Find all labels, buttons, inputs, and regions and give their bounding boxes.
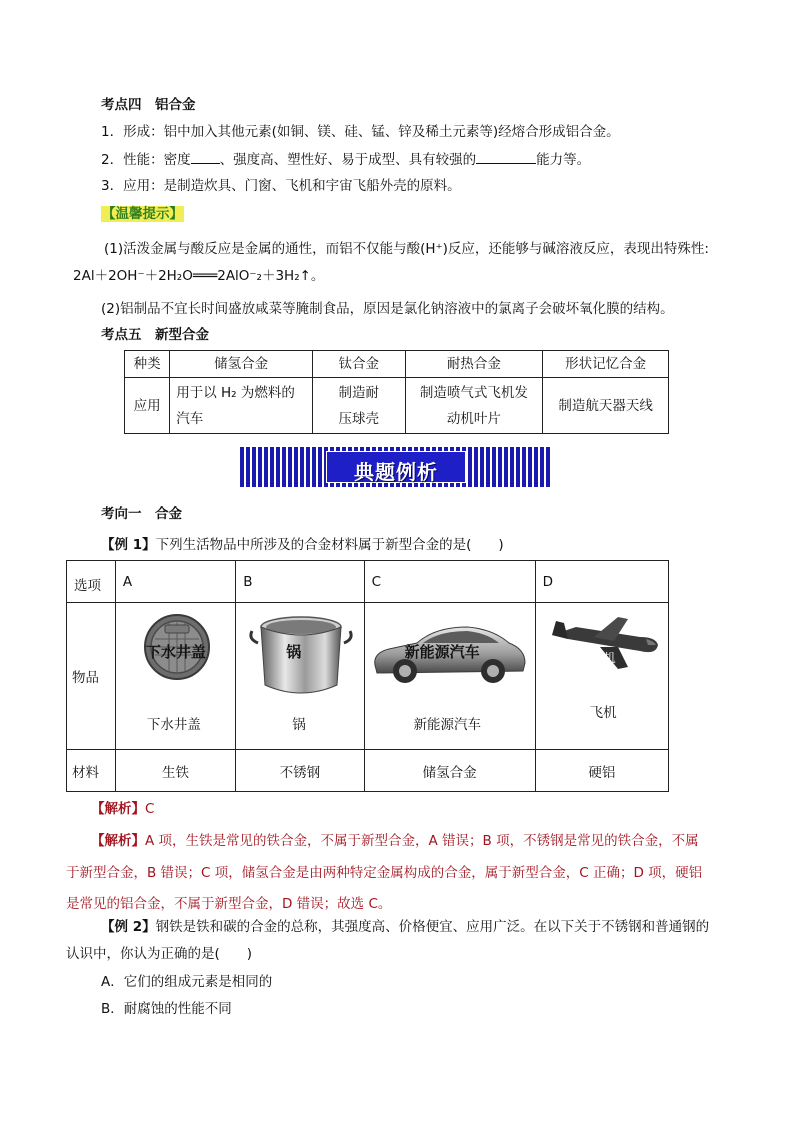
table-header-cell: 种类 [125, 351, 170, 378]
table-header-cell: 形状记忆合金 [543, 351, 669, 378]
example2-option-a: A．它们的组成元素是相同的 [101, 974, 273, 990]
table-cell-titanium [313, 378, 406, 434]
row-label-material [67, 750, 116, 792]
section5-title: 考点五 新型合金 [101, 327, 209, 343]
cell-line: 用于以 H₂ 为燃料的 [176, 384, 295, 401]
analysis-line3: 是常见的铝合金，不属于新型合金，D 错误；故选 C。 [66, 896, 392, 912]
table-cell-memory: 制造航天器天线 [543, 378, 669, 434]
example1-answer [91, 800, 154, 818]
item-name: 飞机 [589, 705, 617, 721]
direction1-title: 考向一 合金 [101, 506, 182, 522]
analysis-label: 【解析】 [91, 833, 145, 849]
item-cell-c [364, 603, 535, 750]
cell-line: 制造喷气式飞机发 [419, 384, 528, 401]
example2-question-line1 [101, 918, 709, 936]
tip-label [101, 203, 184, 223]
item-cell-a [115, 603, 235, 750]
section4-line2 [101, 150, 590, 169]
new-alloy-table [124, 350, 669, 434]
option-cell [535, 561, 668, 603]
line2-part-b: 、强度高、塑性好、易于成型、具有较强的 [219, 152, 477, 168]
option-cell [236, 561, 364, 603]
item-name: 新能源汽车 [413, 717, 482, 733]
cell-text: C [371, 574, 381, 590]
cell-text: 材料 [72, 764, 99, 781]
item-name: 下水井盖 [146, 717, 201, 733]
table-cell-heat [405, 378, 543, 434]
material-cell: 硬铝 [535, 750, 668, 792]
cell-text: B [243, 574, 253, 590]
line2-part-c: 能力等。 [536, 152, 591, 168]
section4-title: 考点四 铝合金 [101, 97, 196, 113]
cell-text: 选项 [74, 578, 101, 594]
example1-question-text: 下列生活物品中所涉及的合金材料属于新型合金的是( ) [155, 537, 504, 553]
section4-line3: 3．应用：是制造炊具、门窗、飞机和宇宙飞船外壳的原料。 [101, 178, 461, 194]
table-header-cell: 耐热合金 [405, 351, 543, 378]
cell-text: 物品 [72, 670, 99, 686]
answer-value: C [145, 801, 155, 817]
image-label: 下水井盖 [145, 643, 206, 661]
analysis-line2: 于新型合金，B 错误；C 项，储氢合金是由两种特定金属构成的合金，属于新型合金，C 正确；D 项，硬铝 [66, 865, 703, 881]
example2-label: 【例 2】 [101, 919, 156, 935]
table-row-label: 应用 [125, 378, 170, 434]
banner-text: 典题例析 [354, 460, 438, 484]
table-header-cell: 钛合金 [313, 351, 406, 378]
tip-label-text: 【温馨提示】 [102, 206, 183, 222]
example1-table [66, 560, 669, 792]
answer-label: 【解析】 [91, 801, 145, 817]
item-name: 锅 [292, 717, 306, 733]
example2-option-b: B．耐腐蚀的性能不同 [101, 1001, 232, 1017]
tip-p1: (1)活泼金属与酸反应是金属的通性，而铝不仅能与酸(H⁺)反应，还能够与碱溶液反应，表现出特殊性: [104, 241, 709, 257]
row-label-option [67, 561, 116, 603]
section-banner [240, 447, 552, 487]
image-label: 新能源汽车 [404, 643, 480, 661]
item-cell-b [236, 603, 364, 750]
option-cell [115, 561, 235, 603]
material-cell: 生铁 [115, 750, 235, 792]
table-cell-hydrogen [170, 378, 313, 434]
blank-density [191, 150, 220, 164]
cell-text: A [122, 574, 133, 590]
example1-label: 【例 1】 [101, 537, 156, 553]
image-label: 锅 [286, 643, 302, 661]
tip-equation: 2Al＋2OH⁻＋2H₂O═══2AlO⁻₂＋3H₂↑。 [73, 268, 325, 284]
cell-line: 汽车 [176, 410, 204, 427]
example2-question-line2: 认识中，你认为正确的是( ) [66, 946, 253, 962]
material-cell: 不锈钢 [236, 750, 364, 792]
tip-p2: (2)铝制品不宜长时间盛放咸菜等腌制食品，原因是氯化钠溶液中的氯离子会破坏氧化膜的结构。 [101, 301, 674, 317]
table-header-cell: 储氢合金 [170, 351, 313, 378]
analysis-text: A 项，生铁是常见的铁合金，不属于新型合金，A 错误；B 项，不锈钢是常见的铁合金，不属 [145, 833, 699, 849]
example1-question [101, 536, 504, 554]
cell-line: 动机叶片 [446, 410, 501, 427]
row-label-item [67, 603, 116, 750]
section4-line1: 1．形成：铝中加入其他元素(如铜、镁、硅、锰、锌及稀土元素等)经熔合形成铝合金。 [101, 124, 620, 140]
item-cell-d [535, 603, 668, 750]
banner-core [326, 451, 466, 483]
option-cell [364, 561, 535, 603]
image-label: 飞机 [591, 651, 616, 665]
analysis-line1 [91, 832, 699, 850]
cell-line: 制造耐 [338, 384, 380, 401]
blank-ability [476, 150, 536, 164]
line2-part-a: 2．性能：密度 [101, 152, 191, 168]
example2-text: 钢铁是铁和碳的合金的总称，其强度高、价格便宜、应用广泛。在以下关于不锈钢和普通钢的 [155, 919, 710, 935]
material-cell: 储氢合金 [364, 750, 535, 792]
cell-line: 压球壳 [338, 410, 380, 427]
cell-text: D [542, 574, 554, 590]
